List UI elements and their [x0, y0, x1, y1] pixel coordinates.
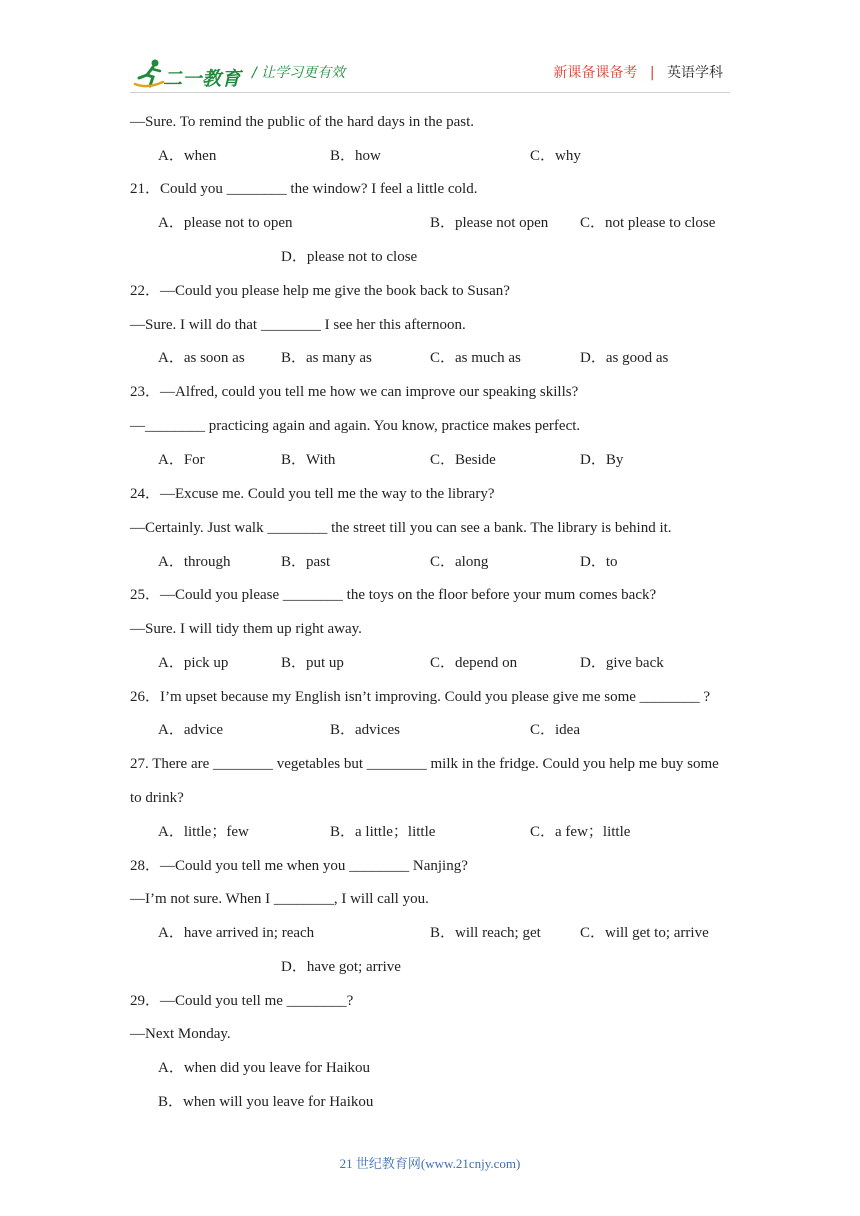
brand-logo — [133, 58, 243, 90]
question-26: 26．I’m upset because my English isn’t improving. Could you please give me some ________ ? — [130, 689, 711, 705]
option-24-a[interactable]: A．through — [158, 554, 231, 570]
logo-text: 二一教育 — [163, 68, 242, 90]
option-24-d[interactable]: D．to — [580, 554, 618, 570]
option-21-a[interactable]: A．please not to open — [158, 215, 293, 231]
header-course-label: 新课备课备考 — [553, 65, 638, 81]
question-21: 21．Could you ________ the window? I feel a little cold. — [130, 181, 478, 197]
option-28-c[interactable]: C．will get to; arrive — [580, 925, 709, 941]
option-20-c[interactable]: C．why — [530, 148, 581, 164]
option-26-b[interactable]: B．advices — [330, 722, 400, 738]
option-24-b[interactable]: B．past — [281, 554, 331, 570]
option-25-c[interactable]: C．depend on — [430, 655, 518, 671]
question-24: 24．—Excuse me. Could you tell me the way to the library? — [130, 486, 495, 502]
question-24-reply: —Certainly. Just walk ________ the street till you can see a bank. The library is behind it. — [130, 520, 672, 536]
header-separator: | — [649, 65, 655, 81]
option-26-a[interactable]: A．advice — [158, 722, 223, 738]
option-22-b[interactable]: B．as many as — [281, 350, 372, 366]
option-21-c[interactable]: C．not please to close — [580, 215, 716, 231]
option-29-b[interactable]: B．when will you leave for Haikou — [158, 1094, 374, 1110]
question-27: 27. There are ________ vegetables but ________ milk in the fridge. Could you help me buy some — [130, 756, 719, 772]
option-21-d[interactable]: D．please not to close — [281, 249, 418, 265]
header-divider — [130, 92, 730, 93]
option-23-b[interactable]: B．With — [281, 452, 336, 468]
header-subject-label: 英语学科 — [667, 65, 723, 81]
option-21-b[interactable]: B．please not open — [430, 215, 549, 231]
question-22: 22．—Could you please help me give the book back to Susan? — [130, 283, 510, 299]
question-27-continued: to drink? — [130, 790, 184, 806]
option-22-a[interactable]: A．as soon as — [158, 350, 245, 366]
option-23-a[interactable]: A．For — [158, 452, 205, 468]
option-23-c[interactable]: C．Beside — [430, 452, 496, 468]
page-header — [0, 0, 860, 100]
question-25: 25．—Could you please ________ the toys on the floor before your mum comes back? — [130, 587, 657, 603]
option-27-b[interactable]: B．a little；little — [330, 824, 436, 840]
option-26-c[interactable]: C．idea — [530, 722, 580, 738]
option-28-a[interactable]: A．have arrived in; reach — [158, 925, 315, 941]
option-28-d[interactable]: D．have got; arrive — [281, 959, 401, 975]
question-23: 23．—Alfred, could you tell me how we can improve our speaking skills? — [130, 384, 579, 400]
header-subject — [553, 62, 723, 82]
option-25-b[interactable]: B．put up — [281, 655, 344, 671]
question-28-reply: —I’m not sure. When I ________, I will call you. — [130, 891, 429, 907]
question-29-reply: —Next Monday. — [130, 1026, 231, 1042]
option-29-a[interactable]: A．when did you leave for Haikou — [158, 1060, 371, 1076]
option-22-d[interactable]: D．as good as — [580, 350, 669, 366]
question-29: 29．—Could you tell me ________? — [130, 993, 354, 1009]
header-slogan: / 让学习更有效 — [252, 65, 346, 81]
question-28: 28．—Could you tell me when you ________ Nanjing? — [130, 858, 468, 874]
option-25-d[interactable]: D．give back — [580, 655, 664, 671]
option-24-c[interactable]: C．along — [430, 554, 489, 570]
option-22-c[interactable]: C．as much as — [430, 350, 521, 366]
page-footer: 21 世纪教育网(www.21cnjy.com) — [339, 1156, 521, 1171]
question-22-reply: —Sure. I will do that ________ I see her this afternoon. — [130, 317, 466, 333]
option-28-b[interactable]: B．will reach; get — [430, 925, 541, 941]
option-20-a[interactable]: A．when — [158, 148, 217, 164]
option-27-c[interactable]: C．a few；little — [530, 824, 631, 840]
question-23-reply: —________ practicing again and again. You know, practice makes perfect. — [130, 418, 581, 434]
option-25-a[interactable]: A．pick up — [158, 655, 229, 671]
question-25-reply: —Sure. I will tidy them up right away. — [130, 621, 362, 637]
runner-logo-icon — [133, 58, 167, 90]
option-27-a[interactable]: A．little；few — [158, 824, 249, 840]
option-20-b[interactable]: B．how — [330, 148, 381, 164]
question-20-answer: —Sure. To remind the public of the hard days in the past. — [130, 114, 475, 130]
option-23-d[interactable]: D．By — [580, 452, 624, 468]
